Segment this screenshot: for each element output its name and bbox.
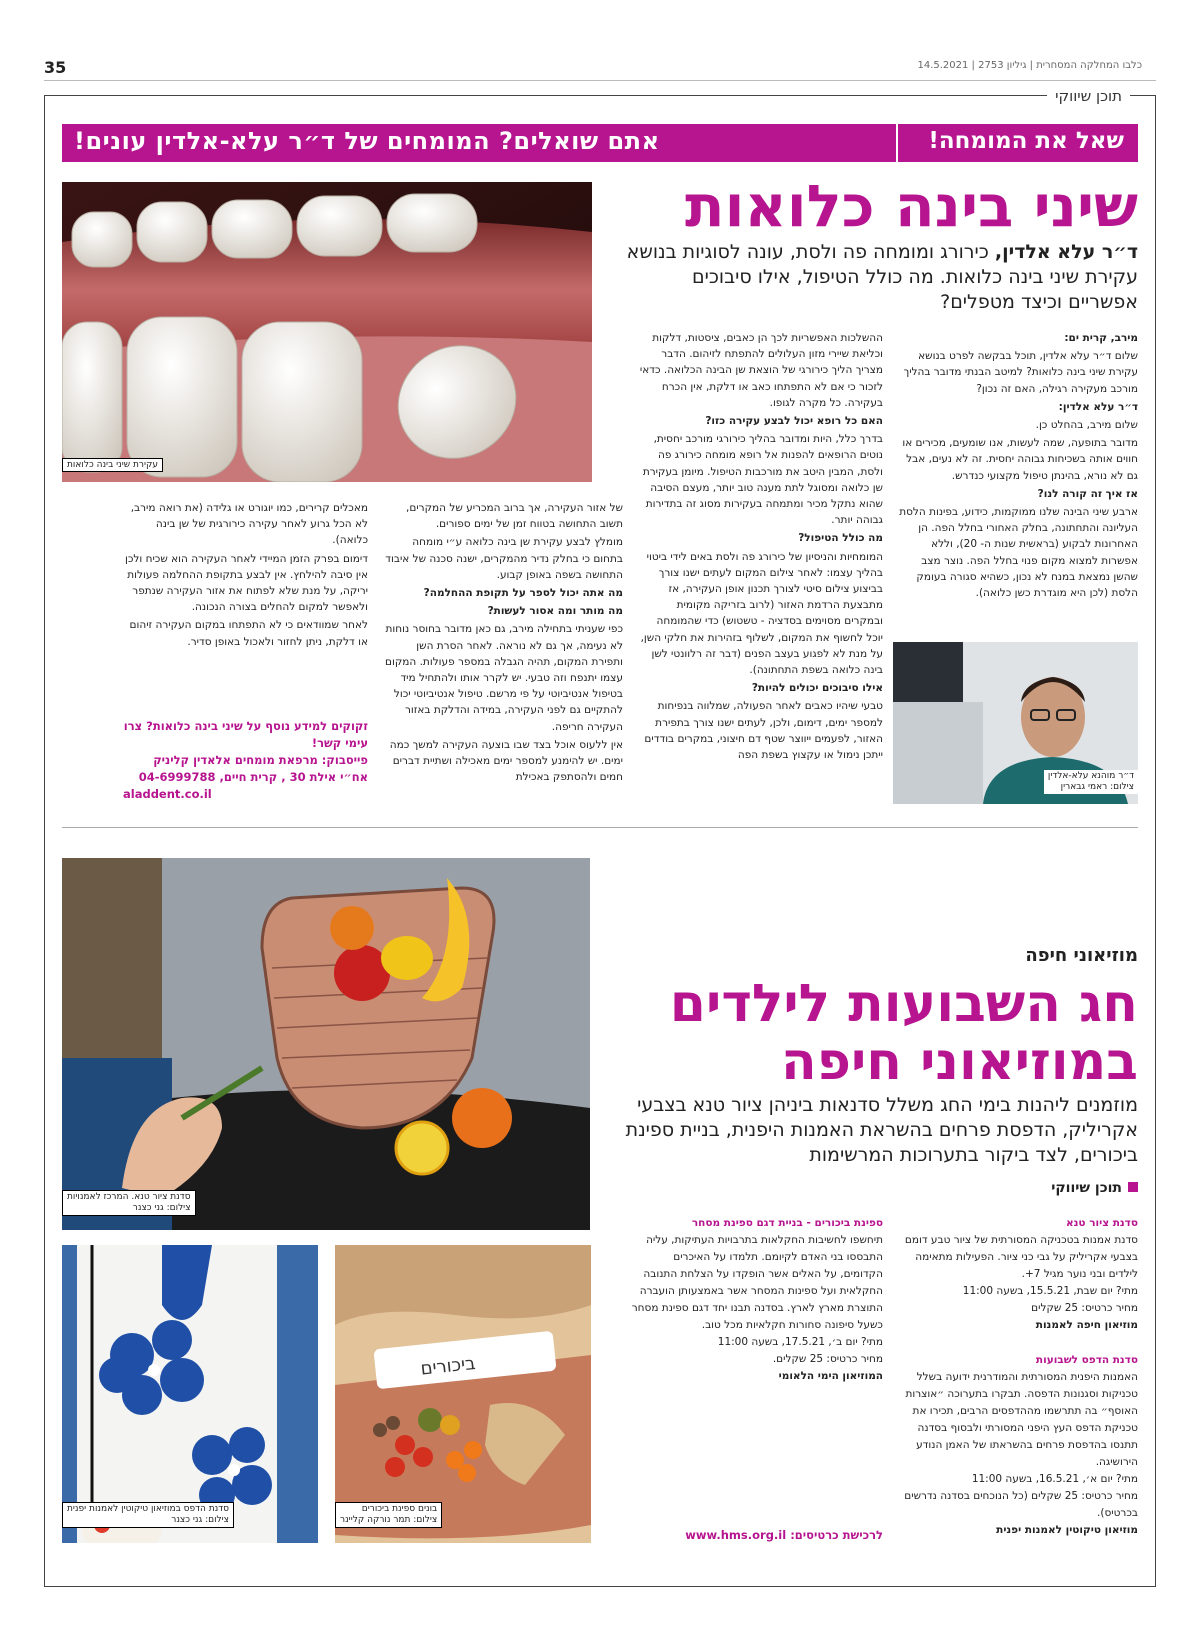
section-label: תוכן שיווקי: [1047, 87, 1130, 105]
doctor-caption-name: ד״ר מוהנא עלא-אלדין: [1047, 771, 1134, 781]
banner-subtitle: אתם שואלים? המומחים של ד״ר עלא-אלדין עונים!: [74, 127, 660, 155]
article-column-1: [898, 330, 1138, 603]
contact-address: אח״י אילת 30 , קרית חיים, 04-6999788: [138, 770, 368, 784]
boat-caption-credit: צילום: תמר נורקה קליינר: [340, 1515, 438, 1525]
event-description: תיחשפו לחשיבות החקלאות בתרבויות העתיקות, עליה התבססו בני האדם לקיומם. תלמדו על האיכרים הקדומים, על האלים אשר הופקדו על הצלחת התנובה החקלאית ועל ספינות המסחר אשר באמצעותן הועברה התוצרת מארץ לארץ. בסדנה תבנו יחד דגם ספינת מסחר כשעל סיפונה סחורות חקלאיות מכל טוב.: [631, 1234, 883, 1331]
event-venue: מוזיאון חיפה לאמנות: [1035, 1319, 1138, 1331]
print-svg: [62, 1245, 318, 1543]
paragraph: המומחיות והניסיון של כירורג פה ולסת באים לידי ביטוי בהליך עצמו: לאחר צילום המקום לעתים ישנו צורך בביצוע צילום סיטי לצורך תכנון אופן העקירה, אז מתבצעת הרדמת האזור (לרוב בזריקה מקומית ובמקרים מסוימים בסדציה - טשטוש) כדי שהמומחה יוכל לחשוף את המקום, לשלוף בזהירות את חלקי השן, על מנת לא לפגוע בעצב הפנים (דבר זה רלוונטי לשן בינה כלואה בשפת התחתונה).: [640, 550, 883, 677]
article-lede: [618, 240, 1138, 315]
banner-title: שאל את המומחה!: [928, 128, 1124, 154]
lede-text: כירורג ומומחה פה ולסת, עונה לסוגיות בנושא עקירת שיני בינה כלואות. מה כולל הטיפול, אילו סיבוכים אפשריים וכיצד מטפלים?: [626, 241, 1138, 313]
article-column-3: [383, 500, 623, 787]
article-column-2: [637, 330, 883, 765]
question-heading: מירב, קרית ים:: [1064, 332, 1138, 344]
print-workshop-photo: [62, 1245, 318, 1543]
paragraph: מדובר בתופעה, שמה לעשות, אנו שומעים, מכירים או חווים אותה בשכיחות גבוהה יחסית. זה לא נעים, אבל גם לא נורא, בהינתן טיפול מקצועי כנדרש.: [902, 437, 1138, 482]
event-title: ספינת ביכורים - בניית דגם ספינת מסחר: [691, 1217, 883, 1229]
teeth-caption: עקירת שיני בינה כלואות: [62, 458, 163, 472]
article2-title: חג השבועות לילדים במוזיאוני חיפה: [669, 974, 1138, 1092]
question-heading: ד״ר עלא אלדין:: [1058, 400, 1138, 413]
painting-caption-title: סדנת ציור טנא. המרכז לאמנויות: [67, 1192, 191, 1202]
paragraph: דימום בפרק הזמן המיידי לאחר העקירה הוא שכיח ולכן אין סיבה להילחץ. אין לבצע בתקופת ההחלמה פעולות יריקה, על מנת שלא לפתוח את אזור העקירה שנתפר ולאפשר למקום להחלים בצורה הנכונה.: [125, 552, 368, 614]
painting-caption-credit: צילום: גני כצנר: [132, 1203, 191, 1213]
question-heading: אז איך זה קורה לנו?: [1037, 487, 1138, 500]
paragraph: כפי שעניתי בתחילה מירב, גם כאן מדובר בחוסר נוחות לא נעימה, אך גם לא נוראה. לאחר הסרת השן ותפירת המקום, תהיה הגבלה במספר פעולות. המקום עצמו יתנפח וזה טבעי. יש לקרר אותו ולהתחיל מיד בטיפול אנטיביוטי על פי מרשם. טיפול אנטיביוטי יכול להתקיים גם לפני העקירה, במידה והדלקת באזור העקירה חריפה.: [384, 623, 623, 733]
event-title: סדנת הדפס לשבועות: [1035, 1354, 1138, 1366]
event-print: [898, 1352, 1138, 1539]
page-number: 35: [44, 58, 67, 77]
event-price: מחיר כרטיס: 25 שקלים.: [772, 1353, 883, 1365]
header-rule: [44, 80, 1156, 81]
events-column-1: [898, 1215, 1138, 1539]
banner-separator: [896, 124, 898, 162]
teeth-illustration: [62, 182, 592, 482]
events-column-2: [628, 1215, 883, 1385]
contact-box: [123, 718, 368, 803]
paragraph: שלום מירב, בהחלט כן.: [1035, 419, 1138, 432]
boat-sign-text: ביכורים: [419, 1352, 477, 1380]
sponsored-tag-label: תוכן שיווקי: [1051, 1180, 1122, 1196]
boat-svg: [335, 1245, 591, 1543]
question-heading: אילו סיבוכים יכולים להיות?: [751, 682, 883, 695]
article2-lede: מוזמנים ליהנות בימי החג משלל סדנאות ביניהן ציור טנא בצבעי אקריליק, הדפסת פרחים בהשראת האמנות היפנית, בניית ספינת ביכורים, לצד ביקור בתערוכות המרשימות: [625, 1094, 1138, 1166]
event-title: סדנת ציור טנא: [1066, 1217, 1138, 1229]
event-when: מתי? יום ב׳, 17.5.21, בשעה 11:00: [717, 1336, 883, 1348]
question-heading: מה אתה יכול לספר על תקופת ההחלמה?: [423, 587, 623, 600]
sponsored-tag: [1051, 1180, 1138, 1196]
ask-expert-banner: [62, 124, 1138, 162]
issue-meta: כלבו המחלקה המסחרית | גיליון 2753 | 14.5.2021: [917, 60, 1142, 71]
paragraph: בדרך כלל, היות ומדובר בהליך כירורגי מורכב יחסית, נוטים הרופאים להפנות אל רופא מומחה כירורג פה ולסת, המבין היטב את מורכבות הטיפול. מיומן בעקירת שן כלואה ומסוגל לתת מענה טוב יותר, מעצם הסיבה שהוא נתקל מכיר ומתמחה בעקירות מסוג זה בתדירות גבוהה יותר.: [642, 433, 883, 527]
boat-workshop-photo: [335, 1245, 591, 1543]
event-description: האמנות היפנית המסורתית והמודרנית ידועה בשלל טכניקות וסגנונות הדפסה. תבקרו בתערוכה ״אוצרות האוסף״ בה תתרשמו מההדפסים הרבים, תכירו את טכניקת הדפס העץ היפני המסורתי ולבסוף בסדנה תתנסו בהדפסת פרחים בהשראתו של האמן הנודע הירושיגה.: [905, 1371, 1138, 1468]
print-caption-credit: צילום: גני כצנר: [171, 1515, 230, 1525]
paragraph: לאחר שמוודאים כי לא התפתחו במקום העקירה זיהום או דלקת, ניתן לחזור ולאכול באופן סדיר.: [129, 619, 368, 648]
painting-svg: [62, 858, 590, 1230]
event-venue: מוזיאון טיקוטין לאמנות יפנית: [996, 1524, 1138, 1536]
article2-kicker: מוזיאוני חיפה: [1025, 945, 1138, 966]
question-heading: האם כל רופא יכול לבצע עקירה כזו?: [705, 415, 883, 428]
paragraph: ארבע שיני הבינה שלנו ממוקמות, כידוע, בפינות הלסת העליונה והתחתונה, בחלק האחורי בחלל הפה. הן האחרונות לבקוע (בראשית שנות ה- 20), וללא אפשרות למצוא מקום פנוי בחלל הפה. נוצר מצב שהשן נמצאת במנח לא נכון, כשהיא סגורה בעומק הלסת (לכן היא מוגדרת כשן כלואה).: [899, 506, 1138, 600]
paragraph: שלום ד״ר עלא אלדין, תוכל בבקשה לפרט בנושא עקירת שיני בינה כלואות? למיטב הבנתי מדובר בהליך מורכב מעקירה רגילה, האם זה נכון?: [903, 350, 1138, 395]
event-tene: [898, 1215, 1138, 1334]
paragraph: של אזור העקירה, אך ברוב המכריע של המקרים, תשוב התחושה בטווח זמן של ימים ספורים.: [406, 502, 623, 531]
print-caption: [62, 1502, 234, 1528]
paragraph: ההשלכות האפשריות לכך הן כאבים, ציסטות, דלקות וכליאת שיירי מזון העלולים להתפתח לזיהום. הדבר מצריך הליך כירורגי של הוצאת שן הבינה הכלואה. כדאי לזכור כי אם לא התפתחו כאב או דלקת, אין הכרח בעקירה. כל מקרה לגופו.: [639, 332, 883, 409]
doctor-caption-credit: צילום: ראמי גבארין: [1060, 782, 1134, 792]
painting-caption: [62, 1190, 196, 1216]
question-heading: מה כולל הטיפול?: [798, 532, 883, 545]
article-column-4: [123, 500, 368, 652]
paragraph: מאכלים קרירים, כמו יוגורט או גלידה (את רואה מירב, לא הכל גרוע לאחר עקירה כירורגית של שן בינה כלואה).: [130, 502, 368, 547]
teeth-svg: [62, 182, 592, 482]
article-divider: [62, 827, 1138, 828]
event-price: מחיר כרטיס: 25 שקלים: [1031, 1302, 1138, 1314]
tickets-link[interactable]: לרכישת כרטיסים: www.hms.org.il: [685, 1528, 883, 1542]
painting-photo: [62, 858, 590, 1230]
paragraph: אין ללעוס אוכל בצד שבו בוצעה העקירה למשך כמה ימים. יש להימנע למספר ימים מאכילה ושתיית דברים חמים ולהסתפק באכילת: [389, 738, 623, 784]
contact-website[interactable]: aladdent.co.il: [123, 787, 212, 801]
print-caption-title: סדנת הדפס במוזיאון טיקוטין לאמנות יפנית: [67, 1504, 230, 1514]
event-description: סדנת אמנות בטכניקה המסורתית של ציור טבע דומם בצבעי אקריליק על גבי כני ציור. הפעילות מתאימה לילדים ובני נוער מגיל 7+.: [904, 1234, 1138, 1280]
paragraph: טבעי שיהיו כאבים לאחר הפעולה, שמלווה בנפיחות למספר ימים, דימום, ולכן, לעתים ישנו צורך בתפירת האזור, לפעמים ייווצר שטף דם חיצוני, במקרים בודדים ייתכן נימול או עקצוץ בשפת הפה: [644, 700, 883, 762]
question-heading: מה מותר ומה אסור לעשות?: [487, 605, 623, 618]
article-title: שיני בינה כלואות: [685, 172, 1138, 240]
doctor-caption: [1044, 770, 1138, 794]
contact-facebook: פייסבוק: מרפאת מומחים אלאדין קליניק: [153, 753, 368, 767]
contact-question: זקוקים למידע נוסף על שיני בינה כלואות? צרו עימי קשר!: [123, 719, 368, 750]
event-when: מתי? יום א׳, 16.5.21, בשעה 11:00: [971, 1473, 1138, 1485]
boat-caption: [335, 1502, 442, 1528]
event-price: מחיר כרטיס: 25 שקלים (כל הנוכחים בסדנה נדרשים בכרטיס).: [904, 1490, 1138, 1519]
event-when: מתי? יום שבת, 15.5.21, בשעה 11:00: [962, 1285, 1138, 1297]
paragraph: מומלץ לבצע עקירת שן בינה כלואה ע״י מומחה בתחום כי בחלק נדיר מהמקרים, ישנה סכנה של איבוד התחושה בשפה באופן קבוע.: [385, 536, 623, 581]
lede-name: ד״ר עלא אלדין,: [994, 241, 1138, 263]
event-venue: המוזיאון הימי הלאומי: [778, 1370, 883, 1382]
tag-square-icon: [1128, 1182, 1138, 1192]
boat-caption-title: בונים ספינת ביכורים: [361, 1504, 438, 1514]
event-ship: [628, 1215, 883, 1385]
